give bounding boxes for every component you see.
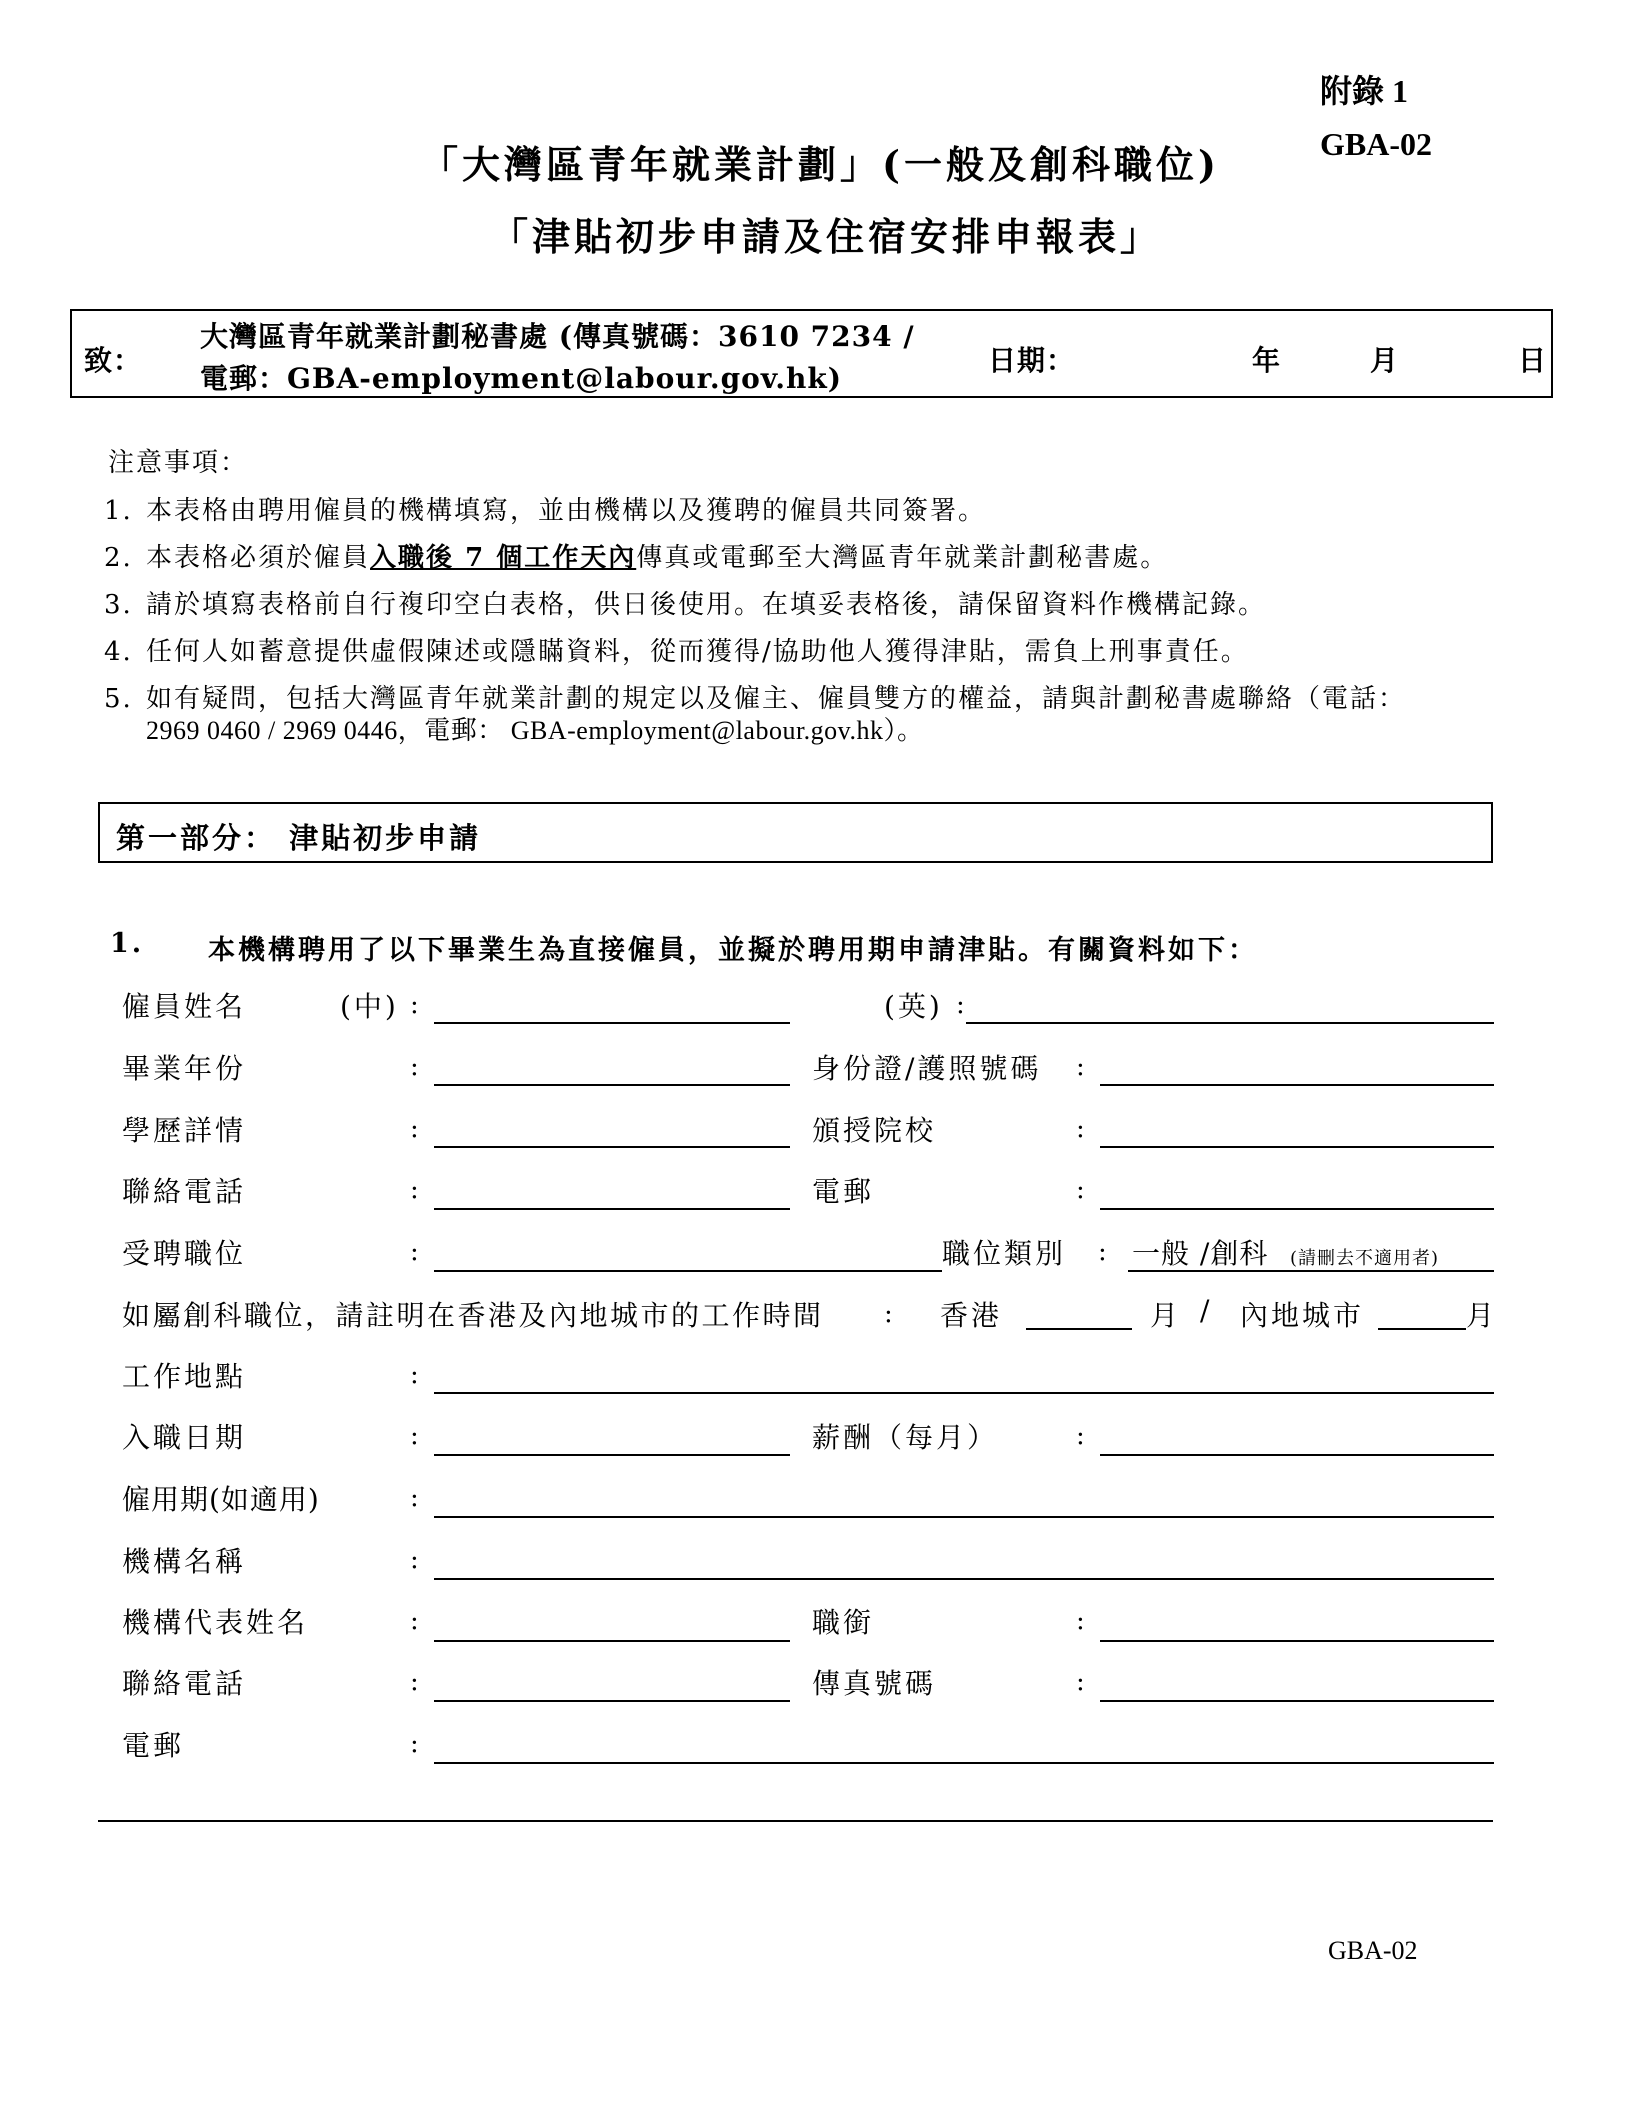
label-month-hk: 月	[1150, 1299, 1182, 1332]
recipient-line-1: 大灣區青年就業計劃秘書處 (傳真號碼：3610 7234 /	[200, 320, 915, 353]
label-salary: 薪酬（每月）	[812, 1421, 999, 1454]
job-title-field[interactable]	[1100, 1640, 1494, 1642]
label-employee-name: 僱員姓名	[122, 990, 247, 1023]
label-chinese: (中)	[340, 990, 399, 1023]
label-org-phone: 聯絡電話	[122, 1667, 247, 1700]
date-label: 日期：	[988, 344, 1076, 377]
to-label: 致：	[84, 344, 143, 377]
part1-heading-box	[98, 802, 1493, 863]
label-email: 電郵	[812, 1175, 875, 1208]
question-text: 本機構聘用了以下畢業生為直接僱員，並擬於聘用期申請津貼。有關資料如下：	[208, 935, 1258, 966]
note-item-1	[104, 490, 986, 527]
employee-name-chinese-field[interactable]	[434, 1022, 790, 1024]
label-month-mainland: 月	[1466, 1299, 1498, 1332]
label-job-title: 職銜	[812, 1606, 875, 1639]
colon: :	[410, 1606, 419, 1636]
org-phone-field[interactable]	[434, 1700, 790, 1702]
employee-name-english-field[interactable]	[966, 1022, 1494, 1024]
position-type-value[interactable]: 一般 /創科	[1132, 1237, 1269, 1270]
label-position-type: 職位類別	[942, 1237, 1067, 1270]
id-passport-field[interactable]	[1100, 1084, 1494, 1086]
note-text: 任何人如蓄意提供虛假陳述或隱瞞資料，從而獲得/協助他人獲得津貼，需負上刑事責任。	[146, 637, 1249, 667]
colon: :	[410, 1545, 419, 1575]
note-item-3	[104, 584, 1266, 621]
employment-period-field[interactable]	[434, 1516, 1494, 1518]
org-name-field[interactable]	[434, 1578, 1494, 1580]
page-title: 「大灣區青年就業計劃」(一般及創科職位)	[420, 142, 1220, 187]
start-date-field[interactable]	[434, 1454, 790, 1456]
colon: :	[410, 1421, 419, 1451]
position-type-note: (請刪去不適用者)	[1290, 1248, 1440, 1269]
label-org-name: 機構名稱	[122, 1545, 247, 1578]
note-item-2	[104, 537, 1168, 574]
date-month: 月	[1370, 344, 1400, 377]
colon: :	[1098, 1237, 1107, 1267]
colon: :	[956, 990, 965, 1020]
colon: :	[410, 1360, 419, 1390]
appendix-label: 附錄 1	[1320, 73, 1409, 109]
note-num: 1.	[104, 496, 133, 526]
colon: :	[410, 990, 419, 1020]
note-item-5-cont: 2969 0460 / 2969 0446，電郵： GBA-employment@labour.gov.hk）。	[146, 716, 924, 745]
notes-heading: 注意事項：	[108, 448, 249, 478]
colon: :	[410, 1052, 419, 1082]
colon: :	[410, 1483, 419, 1513]
label-employment-period: 僱用期(如適用)	[122, 1483, 320, 1516]
colon: :	[410, 1237, 419, 1267]
slash-separator: /	[1200, 1294, 1213, 1327]
position-field[interactable]	[434, 1270, 942, 1272]
note-item-4	[104, 631, 1249, 668]
label-english: (英)	[884, 990, 943, 1023]
note-text: 請於填寫表格前自行複印空白表格，供日後使用。在填妥表格後，請保留資料作機構記錄。	[146, 590, 1267, 620]
note-num: 5.	[104, 684, 133, 714]
colon: :	[410, 1175, 419, 1205]
label-mainland-city: 內地城市	[1240, 1299, 1365, 1332]
note-num: 3.	[104, 590, 133, 620]
note-text-post: 傳真或電郵至大灣區青年就業計劃秘書處。	[636, 543, 1169, 573]
date-day: 日	[1518, 344, 1548, 377]
colon: :	[410, 1114, 419, 1144]
colon: :	[1076, 1421, 1085, 1451]
note-num: 2.	[104, 543, 133, 573]
education-field[interactable]	[434, 1146, 790, 1148]
hong-kong-months-field[interactable]	[1026, 1328, 1132, 1330]
form-code: GBA-02	[1320, 126, 1432, 162]
note-text: 如有疑問，包括大灣區青年就業計劃的規定以及僱主、僱員雙方的權益，請與計劃秘書處聯絡（電話：	[146, 684, 1407, 714]
label-id-passport: 身份證/護照號碼	[812, 1052, 1042, 1085]
recipient-box	[70, 309, 1553, 398]
label-position: 受聘職位	[122, 1237, 247, 1270]
grad-year-field[interactable]	[434, 1084, 790, 1086]
page-subtitle: 「津貼初步申請及住宿安排申報表」	[490, 214, 1163, 259]
note-text: 本表格由聘用僱員的機構填寫，並由機構以及獲聘的僱員共同簽署。	[146, 496, 987, 526]
section-divider	[98, 1820, 1493, 1822]
colon: :	[1076, 1114, 1085, 1144]
label-org-email: 電郵	[122, 1729, 185, 1762]
colon: :	[1076, 1606, 1085, 1636]
note-num: 4.	[104, 637, 133, 667]
note-emphasis: 入職後 7 個工作天內	[370, 543, 637, 573]
label-start-date: 入職日期	[122, 1421, 247, 1454]
label-org-rep-name: 機構代表姓名	[122, 1606, 309, 1639]
label-work-location: 工作地點	[122, 1360, 247, 1393]
colon: :	[1076, 1667, 1085, 1697]
org-rep-name-field[interactable]	[434, 1640, 790, 1642]
label-hong-kong: 香港	[940, 1299, 1003, 1332]
colon: :	[1076, 1052, 1085, 1082]
colon: :	[410, 1667, 419, 1697]
org-email-field[interactable]	[434, 1762, 1494, 1764]
footer-form-code: GBA-02	[1328, 1936, 1418, 1965]
colon: :	[1076, 1175, 1085, 1205]
fax-field[interactable]	[1100, 1700, 1494, 1702]
label-phone: 聯絡電話	[122, 1175, 247, 1208]
label-innovation-note: 如屬創科職位，請註明在香港及內地城市的工作時間	[122, 1299, 824, 1332]
label-institution: 頒授院校	[812, 1114, 937, 1147]
colon: :	[884, 1299, 893, 1329]
part1-heading: 第一部分： 津貼初步申請	[116, 821, 482, 855]
question-number: 1.	[110, 928, 145, 959]
label-grad-year: 畢業年份	[122, 1052, 247, 1085]
position-type-underline	[1128, 1270, 1494, 1272]
note-text-pre: 本表格必須於僱員	[146, 543, 371, 573]
email-field[interactable]	[1100, 1208, 1494, 1210]
colon: :	[410, 1729, 419, 1759]
mainland-months-field[interactable]	[1378, 1328, 1466, 1330]
salary-field[interactable]	[1100, 1454, 1494, 1456]
institution-field[interactable]	[1100, 1146, 1494, 1148]
label-fax: 傳真號碼	[812, 1667, 937, 1700]
work-location-field[interactable]	[434, 1392, 1494, 1394]
label-education: 學歷詳情	[122, 1114, 247, 1147]
date-year: 年	[1252, 344, 1282, 377]
recipient-line-2: 電郵：GBA-employment@labour.gov.hk)	[200, 362, 843, 395]
phone-field[interactable]	[434, 1208, 790, 1210]
